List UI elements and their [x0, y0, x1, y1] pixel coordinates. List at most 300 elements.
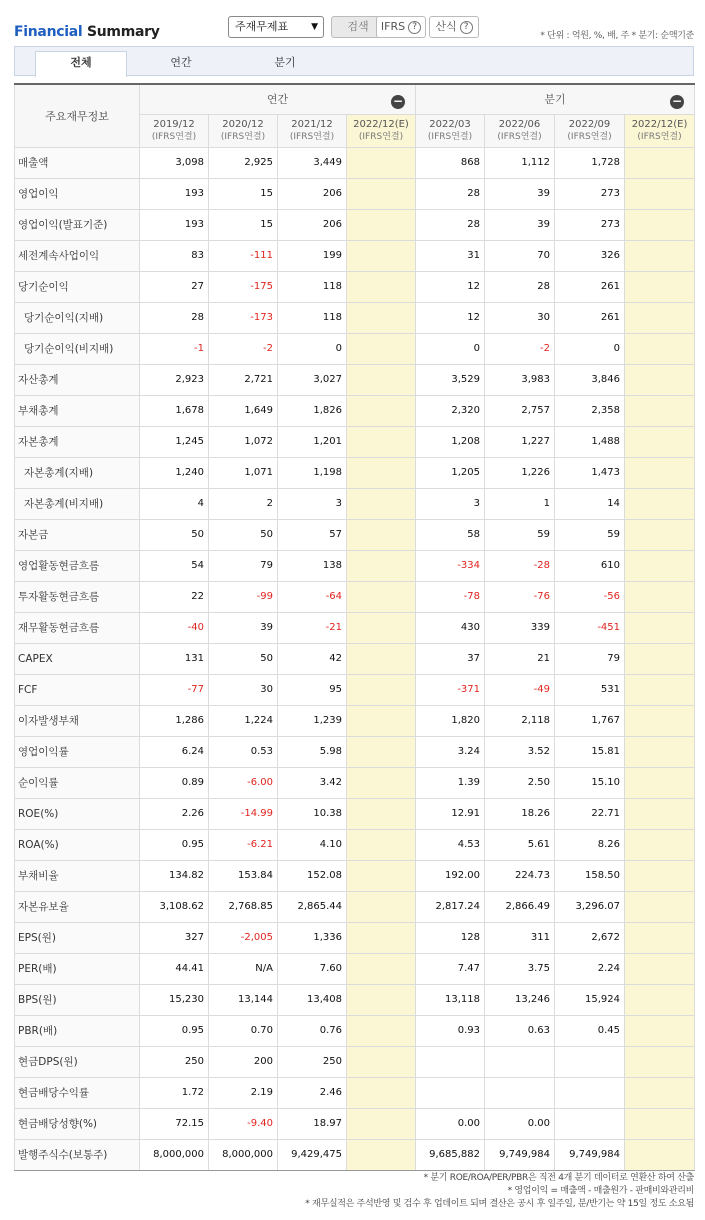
table-cell: 39 [209, 612, 278, 643]
table-cell: 4.10 [278, 829, 347, 860]
table-cell: 610 [555, 550, 625, 581]
period-basis: (IFRS연결) [497, 131, 542, 142]
table-cell: 6.24 [140, 736, 209, 767]
row-label[interactable]: 순이익률 [15, 767, 140, 798]
row-label[interactable]: 이자발생부채 [15, 705, 140, 736]
table-cell: 30 [209, 674, 278, 705]
table-row [15, 829, 695, 860]
table-cell: 868 [416, 147, 485, 178]
table-cell: 1,820 [416, 705, 485, 736]
table-cell: 4.53 [416, 829, 485, 860]
row-label[interactable]: 영업이익 [15, 178, 140, 209]
table-cell: -1 [140, 333, 209, 364]
table-cell: 13,408 [278, 984, 347, 1015]
table-cell: -111 [209, 240, 278, 271]
table-cell [625, 1108, 695, 1139]
table-cell: -6.00 [209, 767, 278, 798]
table-cell [625, 519, 695, 550]
row-label[interactable]: 현금배당성향(%) [15, 1108, 140, 1139]
table-cell [625, 1046, 695, 1077]
table-cell: 1,224 [209, 705, 278, 736]
period-label: 2020/12 [222, 118, 264, 130]
table-cell: 3,296.07 [555, 891, 625, 922]
period-label: 2022/03 [429, 118, 471, 130]
row-label[interactable]: ROA(%) [15, 829, 140, 860]
table-cell: 14 [555, 488, 625, 519]
period-basis: (IFRS연결) [567, 131, 612, 142]
row-label[interactable]: FCF [15, 674, 140, 705]
table-cell [347, 271, 416, 302]
table-cell: 0.53 [209, 736, 278, 767]
table-cell: 15.10 [555, 767, 625, 798]
period-tabs [14, 46, 694, 76]
table-row [15, 426, 695, 457]
table-cell: 1,208 [416, 426, 485, 457]
unit-note: * 단위 : 억원, %, 배, 주 * 분기: 순액기준 [540, 31, 694, 41]
table-cell: 28 [140, 302, 209, 333]
table-cell: 250 [140, 1046, 209, 1077]
table-cell: 153.84 [209, 860, 278, 891]
row-label[interactable]: 부채총계 [15, 395, 140, 426]
table-cell [625, 364, 695, 395]
table-cell [555, 1108, 625, 1139]
table-cell: 273 [555, 209, 625, 240]
table-cell [625, 736, 695, 767]
table-cell: 3 [416, 488, 485, 519]
table-cell [347, 178, 416, 209]
table-cell [625, 767, 695, 798]
table-cell: 193 [140, 178, 209, 209]
row-label[interactable]: 당기순이익(비지배) [15, 333, 140, 364]
table-cell: 3,529 [416, 364, 485, 395]
table-cell [625, 674, 695, 705]
table-cell [347, 736, 416, 767]
table-cell: 326 [555, 240, 625, 271]
table-cell: 18.26 [485, 798, 555, 829]
table-cell: 0.93 [416, 1015, 485, 1046]
table-cell: 15,924 [555, 984, 625, 1015]
table-cell [347, 302, 416, 333]
table-cell: 2.19 [209, 1077, 278, 1108]
table-cell: 3.24 [416, 736, 485, 767]
row-label[interactable]: ROE(%) [15, 798, 140, 829]
period-header [555, 114, 625, 147]
table-cell: 1,678 [140, 395, 209, 426]
table-row [15, 395, 695, 426]
table-cell [347, 240, 416, 271]
table-cell: 28 [416, 178, 485, 209]
table-cell: -2,005 [209, 922, 278, 953]
table-cell [347, 643, 416, 674]
period-basis: (IFRS연결) [289, 131, 335, 142]
table-cell [625, 953, 695, 984]
collapse-icon[interactable]: − [392, 94, 404, 108]
table-cell: 18.97 [278, 1108, 347, 1139]
table-cell: -371 [416, 674, 485, 705]
table-cell: 0 [278, 333, 347, 364]
row-label[interactable]: EPS(원) [15, 922, 140, 953]
statement-select[interactable] [228, 16, 324, 38]
ifrs-help-button[interactable] [376, 16, 426, 38]
table-cell [347, 1108, 416, 1139]
table-cell: 42 [278, 643, 347, 674]
table-cell [625, 333, 695, 364]
footnote: * 재무실적은 주석반영 및 검수 후 업데이트 되며 결산은 공시 후 일주일, 분/반기는 약 15일 정도 소요됨 [305, 1199, 694, 1209]
table-row [15, 488, 695, 519]
row-label[interactable]: 당기순이익 [15, 271, 140, 302]
table-cell [625, 891, 695, 922]
row-label[interactable]: 현금DPS(원) [15, 1046, 140, 1077]
period-label: 2022/06 [498, 118, 541, 130]
table-cell: 1,245 [140, 426, 209, 457]
period-label: 2022/12(E) [353, 118, 409, 130]
table-cell [347, 705, 416, 736]
table-row [15, 891, 695, 922]
table-cell: 273 [555, 178, 625, 209]
table-cell: 193 [140, 209, 209, 240]
table-row [15, 984, 695, 1015]
table-cell: 531 [555, 674, 625, 705]
table-cell: 15,230 [140, 984, 209, 1015]
table-cell: 261 [555, 302, 625, 333]
tab-quarterly[interactable]: 분기 [274, 56, 296, 69]
row-label[interactable]: 영업이익(발표기준) [15, 209, 140, 240]
table-row [15, 240, 695, 271]
table-cell: -40 [140, 612, 209, 643]
row-label[interactable]: 투자활동현금흐름 [15, 581, 140, 612]
table-row [15, 1015, 695, 1046]
table-cell: 327 [140, 922, 209, 953]
table-cell [347, 519, 416, 550]
row-label[interactable]: 당기순이익(지배) [15, 302, 140, 333]
table-cell: -14.99 [209, 798, 278, 829]
footnotes [305, 1172, 694, 1211]
formula-help-button[interactable] [429, 16, 479, 38]
table-cell: 128 [416, 922, 485, 953]
row-label[interactable]: 재무활동현금흐름 [15, 612, 140, 643]
table-cell: 3,846 [555, 364, 625, 395]
row-label[interactable]: PER(배) [15, 953, 140, 984]
table-cell: 430 [416, 612, 485, 643]
table-cell: 0.76 [278, 1015, 347, 1046]
table-row [15, 922, 695, 953]
table-cell: 70 [485, 240, 555, 271]
table-cell: 13,144 [209, 984, 278, 1015]
table-cell: 1,239 [278, 705, 347, 736]
table-cell: 200 [209, 1046, 278, 1077]
table-cell: 1,826 [278, 395, 347, 426]
table-row [15, 550, 695, 581]
table-cell: 2,358 [555, 395, 625, 426]
table-cell [625, 860, 695, 891]
table-cell: 1,112 [485, 147, 555, 178]
table-cell: 37 [416, 643, 485, 674]
table-cell: 2,866.49 [485, 891, 555, 922]
table-cell: -175 [209, 271, 278, 302]
table-row [15, 209, 695, 240]
table-cell: 2,118 [485, 705, 555, 736]
table-row [15, 519, 695, 550]
table-row [15, 643, 695, 674]
table-cell: 2,768.85 [209, 891, 278, 922]
table-cell: -77 [140, 674, 209, 705]
period-label: 2022/09 [568, 118, 611, 130]
table-row [15, 147, 695, 178]
table-cell [625, 581, 695, 612]
quarter-group-header [416, 84, 695, 114]
footnote: * 영업이익 = 매출액 - 매출원가 - 판매비와관리비 [507, 1186, 694, 1196]
table-cell: 2,672 [555, 922, 625, 953]
table-row [15, 333, 695, 364]
table-cell: 1,071 [209, 457, 278, 488]
table-cell: 1,198 [278, 457, 347, 488]
table-cell: 1,473 [555, 457, 625, 488]
table-row [15, 1077, 695, 1108]
table-cell: 58 [416, 519, 485, 550]
table-row [15, 271, 695, 302]
table-cell: 1.72 [140, 1077, 209, 1108]
table-cell [625, 550, 695, 581]
period-header [278, 114, 347, 147]
table-cell: 1,286 [140, 705, 209, 736]
table-cell: -173 [209, 302, 278, 333]
row-label[interactable]: 자산총계 [15, 364, 140, 395]
table-cell: 2.46 [278, 1077, 347, 1108]
table-cell: 7.47 [416, 953, 485, 984]
table-cell: 3,027 [278, 364, 347, 395]
row-label[interactable]: BPS(원) [15, 984, 140, 1015]
table-cell: 118 [278, 271, 347, 302]
row-label[interactable]: 자본총계(지배) [15, 457, 140, 488]
annual-group-header [140, 84, 416, 114]
table-cell: 13,118 [416, 984, 485, 1015]
search-button[interactable]: 검색 [331, 16, 385, 38]
table-row [15, 1139, 695, 1170]
table-cell [625, 457, 695, 488]
tab-annual[interactable]: 연간 [170, 56, 192, 69]
row-label[interactable]: 현금배당수익률 [15, 1077, 140, 1108]
table-row [15, 364, 695, 395]
table-cell: -21 [278, 612, 347, 643]
table-cell [347, 612, 416, 643]
row-label[interactable]: CAPEX [15, 643, 140, 674]
row-label[interactable]: 자본총계(비지배) [15, 488, 140, 519]
table-cell: 12 [416, 302, 485, 333]
table-cell: 1,072 [209, 426, 278, 457]
page-title [14, 24, 160, 40]
table-cell: 3,983 [485, 364, 555, 395]
table-cell [347, 550, 416, 581]
table-cell [625, 302, 695, 333]
period-label: 2019/12 [153, 118, 195, 130]
table-cell [625, 209, 695, 240]
table-cell: 13,246 [485, 984, 555, 1015]
row-label[interactable]: 자본총계 [15, 426, 140, 457]
tab-all[interactable]: 전체 [35, 51, 127, 77]
table-cell: 2.26 [140, 798, 209, 829]
table-cell: 83 [140, 240, 209, 271]
table-cell [416, 1046, 485, 1077]
period-header [625, 114, 695, 147]
table-cell: 59 [485, 519, 555, 550]
table-cell: 21 [485, 643, 555, 674]
table-cell: -451 [555, 612, 625, 643]
table-cell [625, 1139, 695, 1170]
period-header [485, 114, 555, 147]
period-label: 2022/12(E) [631, 118, 688, 130]
table-cell: 339 [485, 612, 555, 643]
table-cell: 50 [209, 519, 278, 550]
period-header [209, 114, 278, 147]
title-rest: Summary [82, 24, 160, 40]
table-cell: 1,205 [416, 457, 485, 488]
period-basis: (IFRS연결) [427, 131, 473, 142]
table-cell: 2,925 [209, 147, 278, 178]
table-cell: 131 [140, 643, 209, 674]
table-cell [416, 1077, 485, 1108]
table-cell: 1,226 [485, 457, 555, 488]
table-cell: 28 [485, 271, 555, 302]
table-cell: 9,749,984 [555, 1139, 625, 1170]
table-cell [347, 395, 416, 426]
collapse-icon[interactable]: − [672, 94, 683, 108]
table-cell: 5.98 [278, 736, 347, 767]
table-cell [347, 209, 416, 240]
table-cell: 3.42 [278, 767, 347, 798]
row-label[interactable]: 영업이익률 [15, 736, 140, 767]
table-cell: 1.39 [416, 767, 485, 798]
table-cell: 3 [278, 488, 347, 519]
table-cell [347, 767, 416, 798]
table-row [15, 767, 695, 798]
table-row [15, 798, 695, 829]
table-cell: 27 [140, 271, 209, 302]
table-cell: 261 [555, 271, 625, 302]
table-cell: 72.15 [140, 1108, 209, 1139]
table-cell: 1 [485, 488, 555, 519]
statement-select-value: 주재무제표 [235, 20, 289, 33]
table-cell: 9,685,882 [416, 1139, 485, 1170]
table-cell [347, 1077, 416, 1108]
table-cell: 2,817.24 [416, 891, 485, 922]
table-cell [485, 1046, 555, 1077]
table-cell: 8,000,000 [140, 1139, 209, 1170]
table-cell: 0.63 [485, 1015, 555, 1046]
table-cell: 95 [278, 674, 347, 705]
table-cell: 50 [209, 643, 278, 674]
table-cell [625, 984, 695, 1015]
table-cell: 2,320 [416, 395, 485, 426]
row-label[interactable]: 매출액 [15, 147, 140, 178]
table-cell: 138 [278, 550, 347, 581]
table-cell [347, 1015, 416, 1046]
table-cell [625, 426, 695, 457]
financial-summary-table [14, 83, 695, 1171]
table-cell: 3,098 [140, 147, 209, 178]
table-cell: 199 [278, 240, 347, 271]
table-cell [347, 829, 416, 860]
table-cell: -28 [485, 550, 555, 581]
table-cell: -78 [416, 581, 485, 612]
table-cell [625, 1015, 695, 1046]
title-blue: Financial [14, 24, 83, 40]
period-basis: (IFRS연결) [151, 131, 197, 142]
row-label[interactable]: 발행주식수(보통주) [15, 1139, 140, 1170]
table-cell: 1,488 [555, 426, 625, 457]
table-cell [347, 891, 416, 922]
table-cell: -76 [485, 581, 555, 612]
table-cell: 0.00 [416, 1108, 485, 1139]
table-cell [555, 1046, 625, 1077]
period-header [140, 114, 209, 147]
table-cell: 1,649 [209, 395, 278, 426]
table-cell: 250 [278, 1046, 347, 1077]
table-cell: 2,923 [140, 364, 209, 395]
table-cell: 57 [278, 519, 347, 550]
row-label[interactable]: 부채비율 [15, 860, 140, 891]
table-cell: 2 [209, 488, 278, 519]
row-label[interactable]: 영업활동현금흐름 [15, 550, 140, 581]
row-label[interactable]: 자본금 [15, 519, 140, 550]
table-cell: 0 [555, 333, 625, 364]
table-cell: 206 [278, 209, 347, 240]
row-label[interactable]: 자본유보율 [15, 891, 140, 922]
table-cell: 31 [416, 240, 485, 271]
table-cell: 0.95 [140, 1015, 209, 1046]
table-cell: 152.08 [278, 860, 347, 891]
quarter-group-label: 분기 [544, 93, 566, 107]
table-cell [347, 488, 416, 519]
table-cell: 0 [416, 333, 485, 364]
table-cell [625, 643, 695, 674]
period-label: 2021/12 [291, 118, 333, 130]
table-cell: -49 [485, 674, 555, 705]
table-cell: 2,865.44 [278, 891, 347, 922]
table-cell: 0.95 [140, 829, 209, 860]
table-row [15, 581, 695, 612]
table-cell: 3.75 [485, 953, 555, 984]
table-cell: 15 [209, 178, 278, 209]
ifrs-label: IFRS [380, 20, 406, 33]
table-cell: 50 [140, 519, 209, 550]
table-cell: 39 [485, 178, 555, 209]
table-cell: 158.50 [555, 860, 625, 891]
table-cell: -99 [209, 581, 278, 612]
table-cell [347, 457, 416, 488]
table-cell [347, 581, 416, 612]
table-cell: 28 [416, 209, 485, 240]
table-cell: 39 [485, 209, 555, 240]
table-cell: 192.00 [416, 860, 485, 891]
table-cell: 0.45 [555, 1015, 625, 1046]
table-row [15, 1108, 695, 1139]
table-cell: 54 [140, 550, 209, 581]
table-cell: -6.21 [209, 829, 278, 860]
table-cell: 1,728 [555, 147, 625, 178]
row-label[interactable]: 세전계속사업이익 [15, 240, 140, 271]
table-cell: 3,108.62 [140, 891, 209, 922]
table-cell [347, 860, 416, 891]
table-cell [347, 1046, 416, 1077]
table-cell: 2.24 [555, 953, 625, 984]
row-label[interactable]: PBR(배) [15, 1015, 140, 1046]
table-cell [625, 612, 695, 643]
table-cell [347, 953, 416, 984]
table-cell: 3,449 [278, 147, 347, 178]
table-cell: 1,240 [140, 457, 209, 488]
table-row [15, 302, 695, 333]
table-cell [625, 395, 695, 426]
